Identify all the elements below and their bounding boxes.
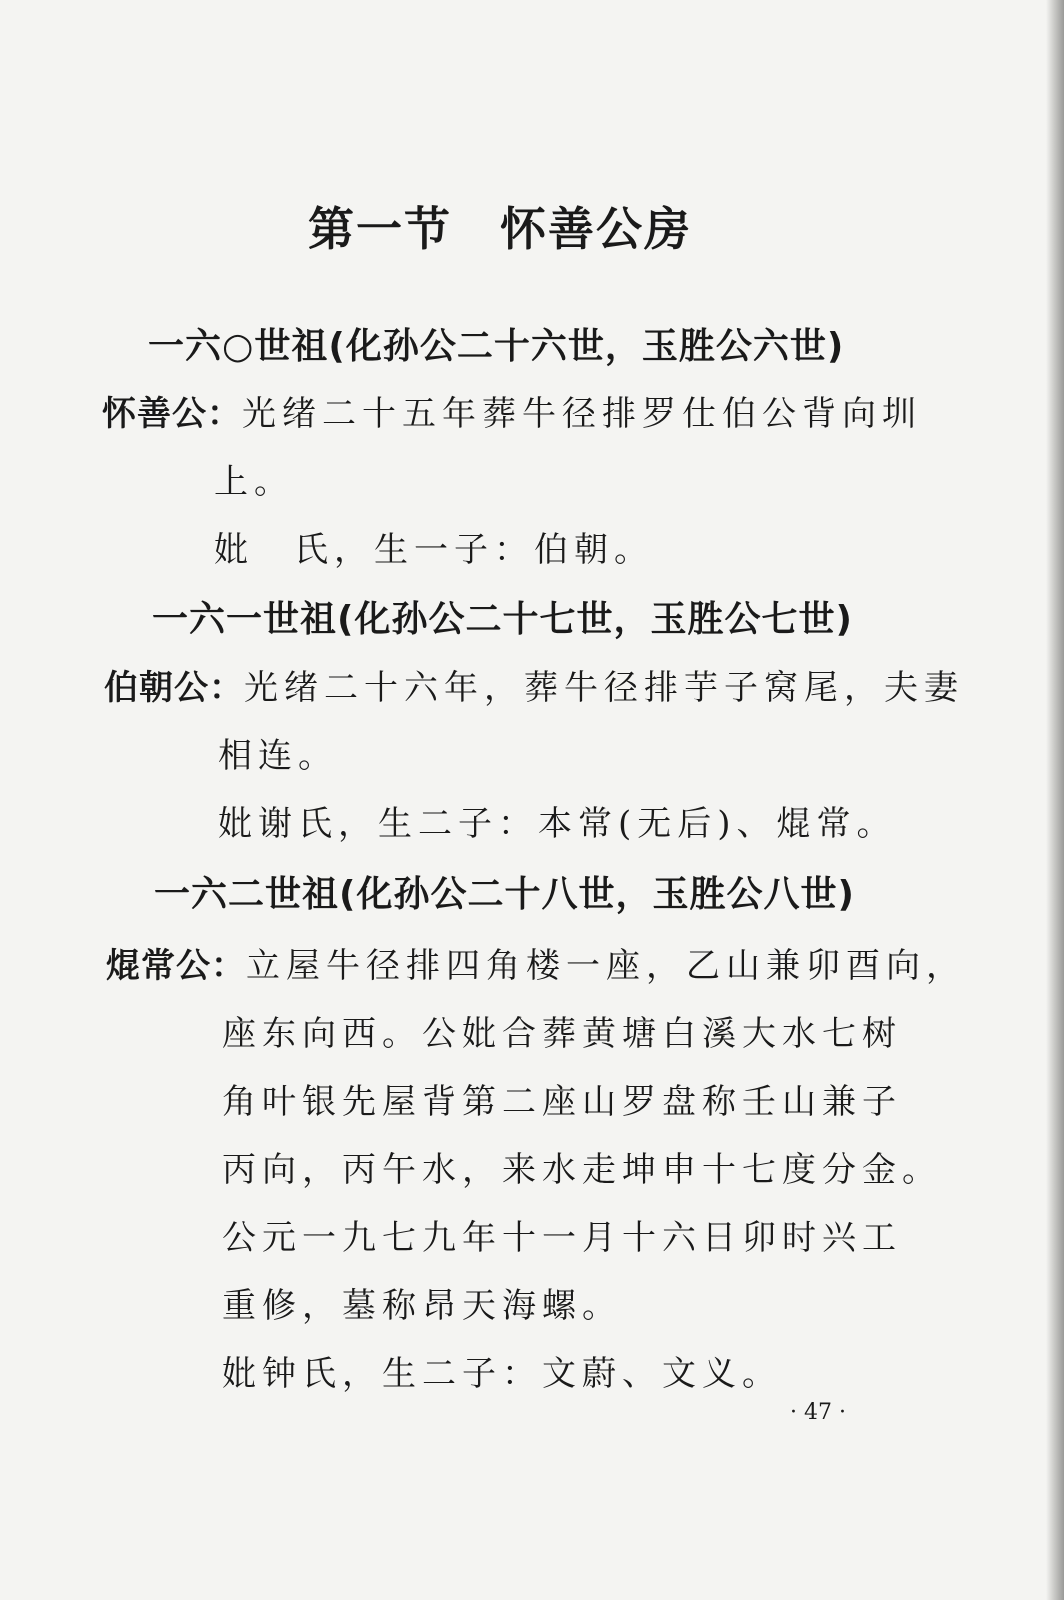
spouse-line-kunchang: 妣钟氏，生二子：文蔚、文义。 <box>222 1354 782 1394</box>
continuation-line: 角叶银先屋背第二座山罗盘称壬山兼子 <box>222 1082 902 1122</box>
continuation-line: 上。 <box>214 462 294 502</box>
continuation-line: 丙向，丙午水，来水走坤申十七度分金。 <box>222 1150 942 1190</box>
continuation-line: 相连。 <box>218 736 338 776</box>
continuation-line: 重修，墓称昂天海螺。 <box>222 1286 622 1326</box>
entry-line-huaishan <box>102 386 922 435</box>
continuation-line: 座东向西。公妣合葬黄塘白溪大水七树 <box>222 1014 902 1054</box>
page-edge-shadow <box>1046 0 1064 1600</box>
spouse-line-bochao: 妣谢氏，生二子：本常(无后)、焜常。 <box>218 804 897 844</box>
entry-text-kunchang: 立屋牛径排四角楼一座，乙山兼卯酉向， <box>246 946 966 986</box>
entry-name-huaishan: 怀善公： <box>102 394 242 434</box>
continuation-line: 公元一九七九年十一月十六日卯时兴工 <box>222 1218 902 1258</box>
entry-name-kunchang: 焜常公： <box>106 946 246 986</box>
spouse-line-huaishan: 妣 氏，生一子：伯朝。 <box>214 530 654 570</box>
entry-line-bochao <box>104 660 964 709</box>
generation-heading-161: 一六一世祖(化孙公二十七世，玉胜公七世) <box>152 599 853 640</box>
page-number: · 47 · <box>790 1400 846 1425</box>
entry-line-kunchang <box>106 938 966 987</box>
entry-text-huaishan: 光绪二十五年葬牛径排罗仕伯公背向圳 <box>242 394 922 434</box>
entry-name-bochao: 伯朝公： <box>104 668 244 708</box>
generation-heading-160: 一六○世祖(化孙公二十六世，玉胜公六世) <box>148 326 845 367</box>
entry-text-bochao: 光绪二十六年，葬牛径排芋子窝尾，夫妻 <box>244 668 964 708</box>
section-title: 第一节 怀善公房 <box>308 202 692 256</box>
generation-heading-162: 一六二世祖(化孙公二十八世，玉胜公八世) <box>154 874 855 915</box>
